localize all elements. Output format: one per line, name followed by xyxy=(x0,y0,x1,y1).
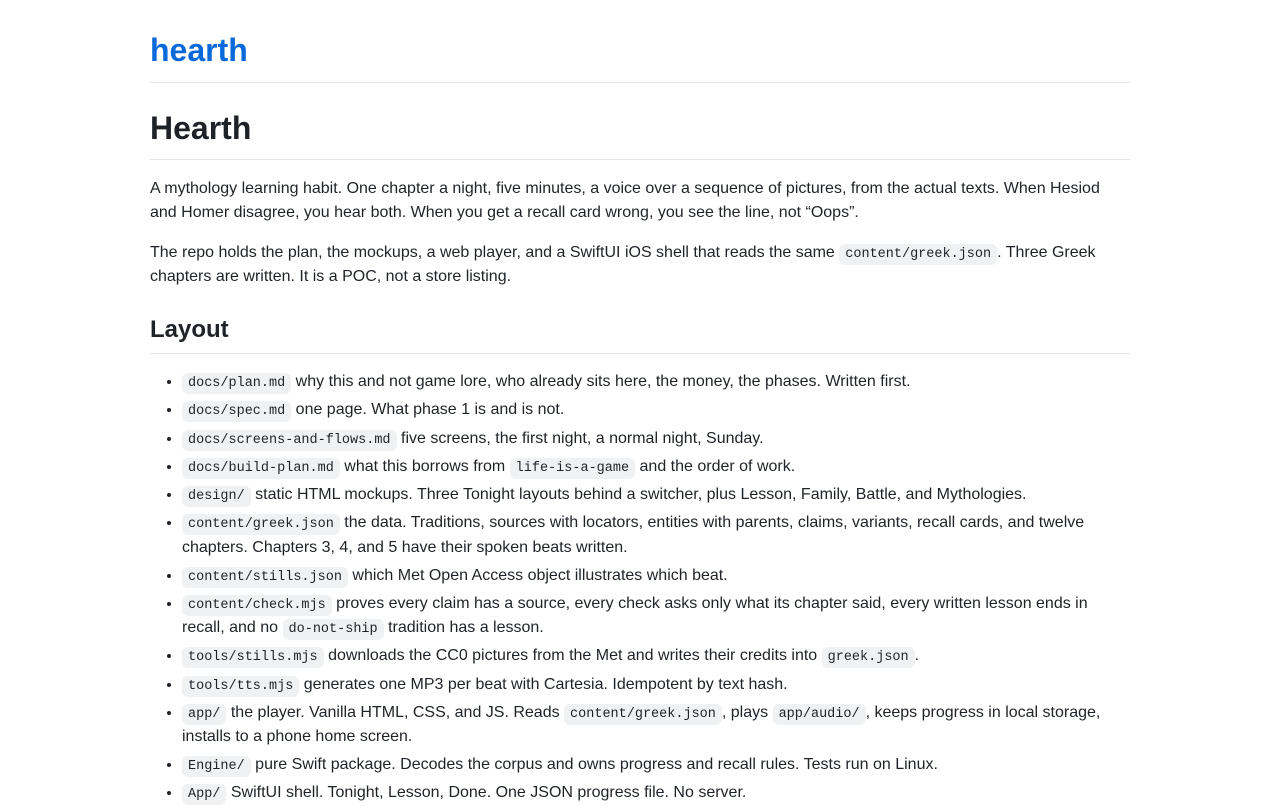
file-path: docs/plan.md xyxy=(182,373,291,394)
list-item xyxy=(182,781,1130,805)
list-item xyxy=(182,644,1130,668)
item-description: why this and not game lore, who already sits here, the money, the phases. Written first. xyxy=(291,373,911,391)
item-description: generates one MP3 per beat with Cartesia. Idempotent by text hash. xyxy=(299,675,788,693)
list-item xyxy=(182,701,1130,749)
file-path: docs/spec.md xyxy=(182,401,291,422)
file-path: Engine/ xyxy=(182,756,251,777)
item-description: what this borrows from xyxy=(339,457,510,475)
file-path: docs/screens-and-flows.md xyxy=(182,430,397,451)
file-path: content/greek.json xyxy=(182,514,340,535)
site-title-link[interactable]: hearth xyxy=(150,32,248,68)
inline-code: life-is-a-game xyxy=(510,458,635,479)
item-description-middle: , plays xyxy=(721,703,773,721)
repo-text-before: The repo holds the plan, the mockups, a web player, and a SwiftUI iOS shell that reads the same xyxy=(150,244,840,262)
inline-code: app/audio/ xyxy=(773,704,866,725)
item-description: five screens, the first night, a normal night, Sunday. xyxy=(396,429,764,447)
item-description: one page. What phase 1 is and is not. xyxy=(291,401,565,419)
layout-list xyxy=(150,370,1130,806)
file-path: App/ xyxy=(182,784,226,805)
list-item xyxy=(182,564,1130,588)
item-description-tail: , keeps progress in local storage, installs to a phone home screen. xyxy=(182,703,1101,746)
document-title: Hearth xyxy=(150,107,1130,160)
file-path: docs/build-plan.md xyxy=(182,458,340,479)
inline-code: greek.json xyxy=(822,647,915,668)
list-item xyxy=(182,483,1130,507)
layout-heading: Layout xyxy=(150,313,1130,354)
item-description-tail: tradition has a lesson. xyxy=(383,619,544,637)
list-item xyxy=(182,592,1130,641)
list-item xyxy=(182,455,1130,479)
item-description-tail: and the order of work. xyxy=(635,457,796,475)
file-path: content/stills.json xyxy=(182,567,348,588)
file-path: content/check.mjs xyxy=(182,595,332,616)
file-path: tools/tts.mjs xyxy=(182,676,299,697)
repo-paragraph xyxy=(150,241,1130,289)
item-description: downloads the CC0 pictures from the Met and writes their credits into xyxy=(323,647,822,665)
item-description: the player. Vanilla HTML, CSS, and JS. Reads xyxy=(226,703,565,721)
list-item xyxy=(182,511,1130,559)
item-description: pure Swift package. Decodes the corpus and owns progress and recall rules. Tests run on Linux. xyxy=(250,756,938,774)
readme-content xyxy=(150,107,1130,806)
site-header xyxy=(150,0,1130,83)
item-description-tail: . xyxy=(914,647,920,665)
list-item xyxy=(182,427,1130,451)
file-path: design/ xyxy=(182,486,251,507)
repo-text-after: . Three Greek chapters are written. It is a POC, not a store listing. xyxy=(150,244,1096,286)
list-item xyxy=(182,673,1130,697)
intro-paragraph: A mythology learning habit. One chapter a night, five minutes, a voice over a sequence of pictures, from the actual texts. When Hesiod and Homer disagree, you hear both. When you get a recall card wrong, you see the line, not “Oops”. xyxy=(150,180,1100,222)
inline-code: do-not-ship xyxy=(283,619,384,640)
inline-code: content/greek.json xyxy=(564,704,722,725)
item-description: proves every claim has a source, every check asks only what its chapter said, every written lesson ends in recall, and no xyxy=(182,594,1088,637)
readme-page xyxy=(150,0,1130,806)
item-description: SwiftUI shell. Tonight, Lesson, Done. One JSON progress file. No server. xyxy=(226,784,747,802)
list-item xyxy=(182,370,1130,394)
file-path: app/ xyxy=(182,704,226,725)
item-description: static HTML mockups. Three Tonight layouts behind a switcher, plus Lesson, Family, Battle, and Mythologies. xyxy=(250,486,1027,504)
file-path: tools/stills.mjs xyxy=(182,647,324,668)
item-description: which Met Open Access object illustrates which beat. xyxy=(347,566,728,584)
list-item xyxy=(182,753,1130,777)
item-description: the data. Traditions, sources with locators, entities with parents, claims, variants, recall cards, and twelve chapters. Chapters 3, 4, and 5 have their spoken beats written. xyxy=(182,514,1085,556)
list-item xyxy=(182,398,1130,422)
repo-code-path: content/greek.json xyxy=(839,244,997,265)
